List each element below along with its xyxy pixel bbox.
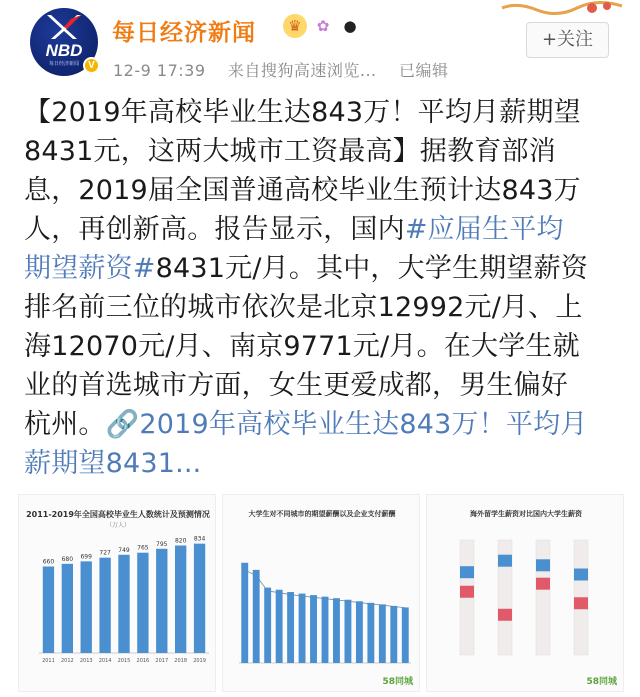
bar — [81, 561, 92, 653]
post-meta — [113, 58, 449, 81]
data-label: 749 — [118, 546, 130, 554]
post-text-segment: 海12070元/月、南京9771元/月。在大学生就 — [24, 331, 580, 362]
tick-label: 2017 — [155, 658, 169, 664]
bar — [194, 544, 205, 653]
thumb-subtitle: （万人） — [105, 522, 130, 529]
bar — [344, 600, 351, 663]
tick-label: 2011 — [42, 658, 55, 664]
data-label: 765 — [137, 544, 149, 552]
tick-label: 2019 — [193, 658, 206, 664]
bar — [367, 603, 374, 663]
image-thumb-3[interactable] — [426, 494, 624, 692]
gauge-marker — [574, 569, 588, 581]
gauge-marker — [460, 566, 474, 578]
tick-label: 2015 — [117, 658, 131, 664]
post-line — [24, 366, 624, 405]
post-header — [0, 0, 640, 95]
post-line — [24, 444, 624, 483]
avatar-sub-text: 每日经济新闻 — [48, 61, 79, 67]
timestamp: 12-9 17:39 — [113, 61, 206, 80]
bar — [156, 549, 167, 653]
post-line — [24, 288, 624, 327]
post-text-segment: 业的首选城市方面，女生更爱成都，男生偏好 — [24, 370, 568, 401]
gauge-track — [536, 540, 550, 655]
decoration-icon — [497, 0, 627, 20]
bar — [175, 545, 186, 653]
data-label: 699 — [80, 553, 92, 561]
bar — [43, 566, 54, 653]
brand-logo: 58同城 — [382, 677, 413, 687]
username[interactable]: 每日经济新闻 — [112, 20, 256, 46]
flower-icon[interactable]: ✿ — [316, 17, 330, 35]
post-text-segment: 排名前三位的城市依次是北京12992元/月、上 — [24, 292, 583, 323]
post-text-segment: 息，2019届全国普通高校毕业生预计达843万 — [24, 175, 581, 206]
gauge-marker — [498, 555, 512, 567]
bar — [62, 564, 73, 653]
hashtag-link[interactable]: 期望薪资# — [24, 253, 156, 284]
image-thumb-2[interactable] — [222, 494, 420, 692]
bar — [287, 592, 294, 663]
chart-2 — [223, 495, 420, 692]
bar — [299, 594, 306, 663]
tick-label: 2014 — [98, 658, 112, 664]
post-text-segment: 人，再创新高。报告显示，国内 — [24, 214, 405, 245]
edited-label: 已编辑 — [399, 61, 449, 80]
data-label: 795 — [156, 540, 168, 548]
tick-label: 2012 — [60, 658, 74, 664]
bar — [356, 601, 363, 663]
post-line — [24, 93, 624, 132]
verified-badge-icon: V — [83, 57, 100, 74]
bar — [253, 570, 260, 663]
bar — [322, 597, 329, 663]
hashtag-link[interactable]: 🔗2019年高校毕业生达843万！平均月 — [105, 409, 588, 440]
bar — [276, 590, 283, 663]
gauge-marker — [498, 609, 512, 621]
data-label: 727 — [99, 549, 111, 557]
bar — [118, 555, 129, 653]
thumb-title: 大学生对不同城市的期望薪酬以及企业支付薪酬 — [248, 510, 396, 518]
gauge-marker — [460, 586, 474, 598]
post-text — [24, 93, 624, 483]
image-strip — [18, 494, 624, 692]
thumb-title: 海外留学生薪资对比国内大学生薪资 — [470, 510, 582, 518]
tick-label: 2016 — [136, 658, 150, 664]
data-label: 820 — [174, 537, 187, 545]
logo-icon — [47, 13, 81, 41]
post-text-segment: 8431元，这两大城市工资最高】据教育部消 — [24, 136, 556, 167]
bar — [390, 606, 397, 663]
tick-label: 2018 — [174, 658, 188, 664]
post-line — [24, 405, 624, 444]
follow-button[interactable]: +关注 — [526, 22, 609, 58]
bar — [402, 607, 409, 663]
gauge-marker — [536, 578, 550, 590]
bar — [241, 563, 248, 663]
bar — [264, 588, 271, 663]
post-line — [24, 327, 624, 366]
image-thumb-1[interactable] — [18, 494, 216, 692]
bar — [333, 598, 340, 663]
bar — [379, 604, 386, 663]
post-text-segment: 杭州。 — [24, 409, 106, 440]
thumb-title: 2011-2019年全国高校毕业生人数统计及预测情况 — [26, 510, 210, 519]
gauge-marker — [574, 597, 588, 609]
source: 来自搜狗高速浏览... — [227, 61, 377, 80]
post-line — [24, 249, 624, 288]
avatar-logo-text: NBD — [45, 41, 83, 60]
data-label: 680 — [61, 555, 74, 563]
data-label: 660 — [42, 558, 55, 566]
gauge-marker — [536, 559, 550, 571]
bar — [99, 558, 110, 653]
post-line — [24, 210, 624, 249]
tick-label: 2013 — [79, 658, 93, 664]
post-line — [24, 132, 624, 171]
bar — [310, 595, 317, 663]
chart-3 — [427, 495, 624, 692]
post-text-segment: 8431元/月。其中，大学生期望薪资 — [155, 253, 589, 284]
bar — [137, 553, 148, 653]
data-label: 834 — [193, 535, 206, 543]
chart-1 — [19, 495, 216, 692]
post-line — [24, 171, 624, 210]
hashtag-link[interactable]: 薪期望8431... — [24, 448, 202, 479]
crown-icon[interactable]: ♛ — [283, 14, 307, 38]
post-text-segment: 【2019年高校毕业生达843万！平均月薪期望 — [24, 97, 581, 128]
hashtag-link[interactable]: #应届生平均 — [404, 214, 564, 245]
brand-logo: 58同城 — [586, 677, 617, 687]
panda-icon[interactable]: ● — [343, 17, 357, 35]
